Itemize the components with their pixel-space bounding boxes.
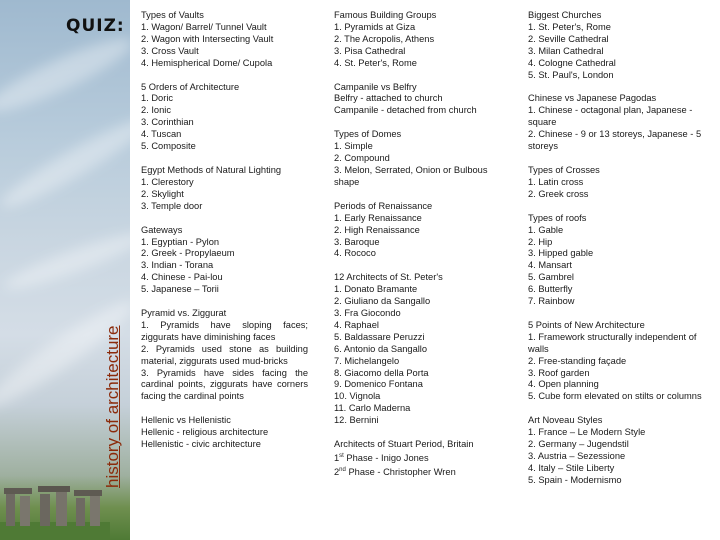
list-item: 9. Domenico Fontana xyxy=(334,379,423,390)
list-item: 2. Free-standing façade xyxy=(528,355,627,366)
section-title: 5 Orders of Architecture xyxy=(141,81,240,92)
list-item: 2. Seville Cathedral xyxy=(528,33,609,44)
section-title: Chinese vs Japanese Pagodas xyxy=(528,93,657,104)
list-item: 5. St. Paul's, London xyxy=(528,69,614,80)
list-item: 3. Roof garden xyxy=(528,367,590,378)
section-stuart-architects xyxy=(334,439,509,479)
section-title: Pyramid vs. Ziggurat xyxy=(141,308,227,319)
list-item: 4. Mansart xyxy=(528,260,572,271)
list-item: 4. Italy – Stile Liberty xyxy=(528,462,615,473)
stonehenge-image xyxy=(0,470,110,540)
list-item: 1. Chinese - octagonal plan, Japanese - square xyxy=(528,105,693,128)
list-item: 1. Egyptian - Pylon xyxy=(141,236,220,247)
vertical-title: history of architecture xyxy=(103,325,122,488)
list-item: 3. Temple door xyxy=(141,200,203,211)
list-item: 5. Japanese – Torii xyxy=(141,284,219,295)
list-item: 3. Hipped gable xyxy=(528,248,594,259)
list-item: 2. Giuliano da Sangallo xyxy=(334,296,431,307)
section-art-noveau-styles xyxy=(528,415,706,486)
section-title: Periods of Renaissance xyxy=(334,200,433,211)
list-item: 2. Germany – Jugendstil xyxy=(528,439,629,450)
list-item: Belfry - attached to church xyxy=(334,93,443,104)
list-item: 2. Pyramids used stone as building material, ziggurats used mud-bricks xyxy=(141,343,308,366)
list-item: 3. Indian - Torana xyxy=(141,260,214,271)
list-item: 1. Pyramids have sloping faces; ziggurats have diminishing faces xyxy=(141,319,308,342)
section-title: Famous Building Groups xyxy=(334,10,437,20)
section-famous-building-groups xyxy=(334,10,509,70)
list-item: 3. Cross Vault xyxy=(141,45,199,56)
section-gateways xyxy=(141,225,308,296)
list-item: 6. Antonio da Sangallo xyxy=(334,343,428,354)
quiz-label: QUIZ: xyxy=(66,16,125,36)
list-item: Hellenic - religious architecture xyxy=(141,427,269,438)
section-title: Types of Crosses xyxy=(528,164,600,175)
section-architects-st-peters xyxy=(334,272,509,427)
section-types-of-crosses xyxy=(528,165,706,201)
list-item: 10. Vignola xyxy=(334,391,381,402)
section-types-of-domes xyxy=(334,129,509,189)
list-item: 1. Clerestory xyxy=(141,176,194,187)
list-item: 4. Rococo xyxy=(334,248,376,259)
section-title: Types of Vaults xyxy=(141,10,204,20)
list-item: 4. Hemispherical Dome/ Cupola xyxy=(141,57,273,68)
list-item: 6. Butterfly xyxy=(528,284,573,295)
list-item: 2. Chinese - 9 or 13 storeys, Japanese - 5 storeys xyxy=(528,129,702,152)
list-item: 7. Rainbow xyxy=(528,296,575,307)
list-item: 4. Tuscan xyxy=(141,129,182,140)
list-item: 3. Milan Cathedral xyxy=(528,45,604,56)
list-item: 2. Wagon with Intersecting Vault xyxy=(141,33,274,44)
list-item: 5. Gambrel xyxy=(528,272,574,283)
list-item: 1. Latin cross xyxy=(528,176,584,187)
column-2 xyxy=(334,10,509,491)
list-item: 3. Baroque xyxy=(334,236,380,247)
section-title: Hellenic vs Hellenistic xyxy=(141,415,231,426)
section-periods-of-renaissance xyxy=(334,201,509,261)
list-item: 1. Simple xyxy=(334,141,373,152)
list-item: 1. Doric xyxy=(141,93,174,104)
list-item: 2. Compound xyxy=(334,153,390,164)
list-item: Hellenistic - civic architecture xyxy=(141,439,261,450)
section-pagodas xyxy=(528,93,706,153)
list-item: 5. Cube form elevated on stilts or columns xyxy=(528,391,702,402)
section-title: 12 Architects of St. Peter's xyxy=(334,272,443,283)
list-item: 8. Giacomo della Porta xyxy=(334,367,429,378)
column-3 xyxy=(528,10,706,499)
column-1 xyxy=(141,10,308,463)
list-item: 12. Bernini xyxy=(334,415,379,426)
list-item: 3. Pisa Cathedral xyxy=(334,45,406,56)
list-item: 3. Austria – Sezessione xyxy=(528,451,626,461)
list-item: 2. Ionic xyxy=(141,105,171,116)
list-item: 1. Donato Bramante xyxy=(334,284,418,295)
list-item: 4. Open planning xyxy=(528,379,599,390)
section-egypt-lighting xyxy=(141,165,308,213)
list-item: 1. Wagon/ Barrel/ Tunnel Vault xyxy=(141,21,267,32)
section-title: 5 Points of New Architecture xyxy=(528,319,645,330)
list-item: Campanile - detached from church xyxy=(334,105,477,116)
list-item: 3. Melon, Serrated, Onion or Bulbous shape xyxy=(334,164,488,187)
section-biggest-churches xyxy=(528,10,706,81)
section-title: Egypt Methods of Natural Lighting xyxy=(141,164,282,175)
list-item: 11. Carlo Maderna xyxy=(334,403,411,414)
list-item: 3. Corinthian xyxy=(141,117,194,128)
list-item: 1. France – Le Modern Style xyxy=(528,427,646,438)
list-item: 2. High Renaissance xyxy=(334,224,420,235)
list-item: 2. The Acropolis, Athens xyxy=(334,33,435,44)
section-title: Architects of Stuart Period, Britain xyxy=(334,439,474,450)
list-item: 1st Phase - Inigo Jones xyxy=(334,453,429,464)
section-pyramid-vs-ziggurat xyxy=(141,308,308,403)
section-title: Types of roofs xyxy=(528,212,587,223)
section-types-of-vaults xyxy=(141,10,308,70)
list-item: 1. Framework structurally independent of walls xyxy=(528,331,697,354)
list-item: 4. Chinese - Pai-lou xyxy=(141,272,223,283)
list-item: 7. Michelangelo xyxy=(334,355,400,366)
section-hellenic-vs-hellenistic xyxy=(141,415,308,451)
list-item: 5. Baldassare Peruzzi xyxy=(334,331,425,342)
list-item: 3. Fra Giocondo xyxy=(334,308,401,319)
list-item: 1. Gable xyxy=(528,224,564,235)
section-new-architecture-points xyxy=(528,320,706,403)
section-types-of-roofs xyxy=(528,213,706,308)
list-item: 5. Composite xyxy=(141,141,196,152)
list-item: 2nd Phase - Christopher Wren xyxy=(334,467,456,478)
list-item: 1. St. Peter's, Rome xyxy=(528,21,611,32)
list-item: 3. Pyramids have sides facing the cardinal points, ziggurats have corners facing the cardinal points xyxy=(141,367,308,402)
list-item: 2. Hip xyxy=(528,236,553,247)
list-item: 2. Greek - Propylaeum xyxy=(141,248,235,259)
list-item: 5. Spain - Modernismo xyxy=(528,474,622,485)
section-title: Biggest Churches xyxy=(528,10,602,20)
section-orders-of-architecture xyxy=(141,82,308,153)
list-item: 4. Cologne Cathedral xyxy=(528,57,616,68)
section-title: Art Noveau Styles xyxy=(528,415,603,426)
list-item: 4. St. Peter's, Rome xyxy=(334,57,417,68)
section-title: Types of Domes xyxy=(334,129,402,140)
section-title: Campanile vs Belfry xyxy=(334,81,417,92)
list-item: 4. Raphael xyxy=(334,319,379,330)
section-title: Gateways xyxy=(141,224,183,235)
list-item: 1. Early Renaissance xyxy=(334,212,422,223)
list-item: 2. Skylight xyxy=(141,188,184,199)
section-campanile-vs-belfry xyxy=(334,82,509,118)
list-item: 1. Pyramids at Giza xyxy=(334,21,416,32)
list-item: 2. Greek cross xyxy=(528,188,589,199)
